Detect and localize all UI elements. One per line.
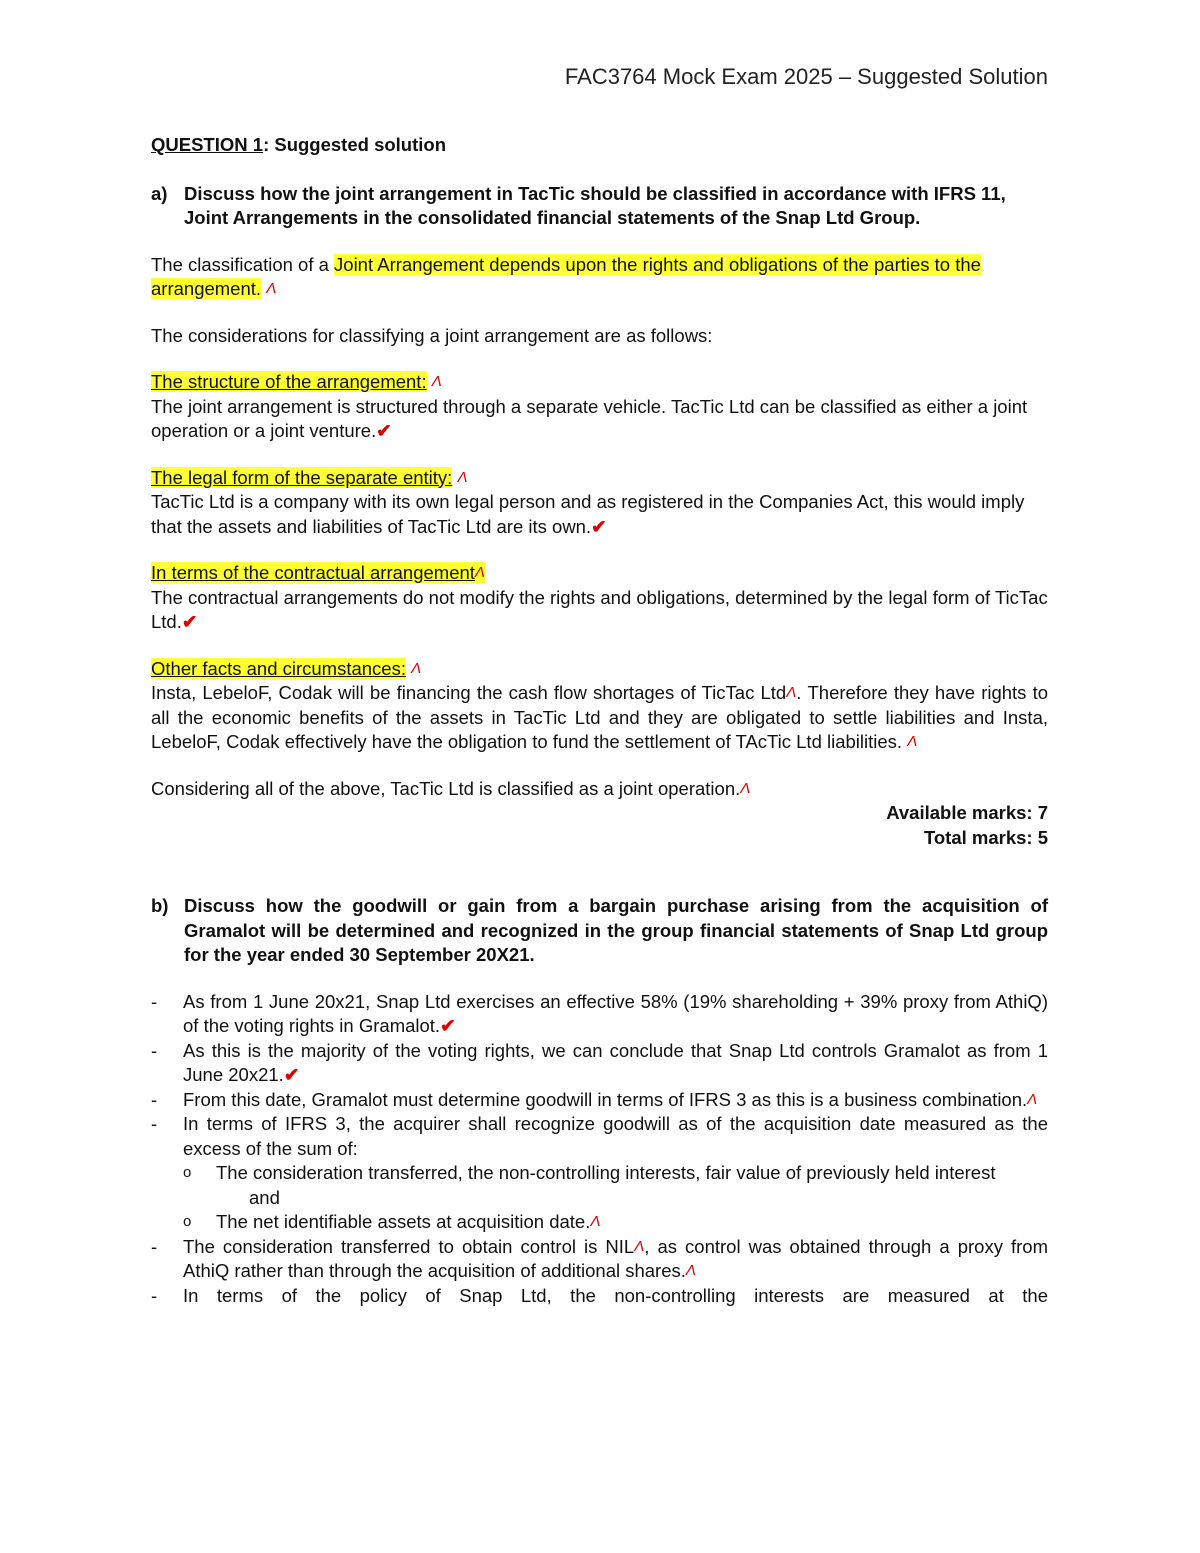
other-facts-text-2: . Therefore they have rights to all the economic benefits of the assets in TacTic Ltd and they are obligated to settle liabilities and Insta, LebeloF, Codak effectively have the obligation to fund the settlement of TAcTic Ltd liabilities. [151, 682, 1048, 752]
part-a-prompt-text: Discuss how the joint arrangement in TacTic should be classified in accordance with IFRS 11, Joint Arrangements in the consolidated financial statements of the Snap Ltd Group. [184, 182, 1006, 228]
part-b-label: b) [151, 895, 169, 916]
list-item [118, 1039, 1048, 1088]
half-mark-icon: Λ [431, 373, 442, 390]
list-item [118, 1284, 1048, 1309]
page-header: FAC3764 Mock Exam 2025 – Suggested Solution [564, 64, 1048, 89]
half-mark-icon: Λ [474, 564, 485, 581]
dash-marker: - [151, 1039, 158, 1061]
sub-bullet-text: The net identifiable assets at acquisition date. [216, 1211, 591, 1232]
tick-mark-icon: ✔ [591, 515, 607, 537]
legal-form-section [151, 466, 1048, 540]
part-b-prompt-text: Discuss how the goodwill or gain from a bargain purchase arising from the acquisition of Gramalot will be determined and recognized in the group financial statements of Snap Ltd group for the year ended 30 September 20X21. [184, 895, 1048, 965]
contract-text: The contractual arrangements do not modify the rights and obligations, determined by the legal form of TicTac Ltd. [151, 586, 1048, 632]
dash-marker: - [151, 1113, 158, 1134]
half-mark-icon: Λ [1027, 1090, 1038, 1108]
sub-bullet-list [183, 1161, 1048, 1235]
list-item [118, 1088, 1048, 1113]
sub-bullet-marker: o [183, 1213, 192, 1230]
part-a-prompt [151, 182, 1048, 231]
bullet-text: In terms of the policy of Snap Ltd, the non-controlling interests are measured at the [183, 1284, 1048, 1306]
question-title-rest: : Suggested solution [263, 134, 447, 155]
bullet-text-cont: , as control was obtained through a proxy from AthiQ rather than through the acquisition of additional shares. [183, 1235, 1048, 1281]
conclusion-paragraph [151, 777, 1048, 802]
structure-heading: The structure of the arrangement: [151, 371, 427, 392]
tick-mark-icon: ✔ [376, 420, 392, 441]
and-text: and [249, 1186, 280, 1208]
dash-marker: - [151, 1235, 158, 1257]
legal-form-text: TacTic Ltd is a company with its own legal person and as registered in the Companies Act, this would imply that the assets and liabilities of TacTic Ltd are its own. [151, 491, 1025, 537]
intro-paragraph [151, 253, 1048, 302]
document-body [151, 133, 1048, 1308]
half-mark-icon: Λ [740, 779, 751, 797]
list-item [118, 990, 1048, 1039]
tick-mark-icon: ✔ [283, 1064, 300, 1085]
conclusion-text: Considering all of the above, TacTic Ltd is classified as a joint operation. [151, 777, 741, 799]
dash-marker: - [151, 990, 158, 1012]
contract-heading: In terms of the contractual arrangement [151, 562, 475, 583]
tick-mark-icon: ✔ [440, 1015, 456, 1036]
part-a-label: a) [151, 182, 168, 204]
intro-pre: The classification of a [151, 253, 335, 275]
bullet-text: From this date, Gramalot must determine goodwill in terms of IFRS 3 as this is a business combination. [183, 1088, 1028, 1110]
intro-highlight: Joint Arrangement depends upon the rights and obligations of the parties to the arrangement. [151, 253, 981, 299]
list-item [118, 1235, 1048, 1284]
dash-marker: - [151, 1284, 158, 1306]
half-mark-icon: Λ [786, 684, 797, 701]
sub-list-item [183, 1210, 1048, 1235]
half-mark-icon: Λ [266, 280, 277, 297]
part-b-bullet-list [118, 990, 1048, 1309]
half-mark-icon: Λ [634, 1237, 645, 1255]
available-marks: Available marks: 7 [886, 802, 1048, 823]
bullet-text: The consideration transferred to obtain control is NIL [183, 1235, 635, 1257]
other-facts-section [151, 657, 1048, 755]
contract-section [151, 561, 1048, 635]
bullet-text: As this is the majority of the voting rights, we can conclude that Snap Ltd controls Gramalot as from 1 June 20x21. [183, 1039, 1048, 1085]
other-facts-text-1: Insta, LebeloF, Codak will be financing the cash flow shortages of TicTac Ltd [151, 682, 787, 703]
half-mark-icon: Λ [685, 1262, 696, 1279]
sub-bullet-marker: o [183, 1164, 192, 1181]
structure-text: The joint arrangement is structured through a separate vehicle. TacTic Ltd can be classified as either a joint operation or a joint venture. [151, 395, 1028, 441]
half-mark-icon: Λ [590, 1213, 601, 1230]
part-b-prompt [151, 894, 1048, 968]
total-marks: Total marks: 5 [923, 826, 1048, 848]
legal-form-heading: The legal form of the separate entity: [151, 466, 453, 488]
half-mark-icon: Λ [411, 659, 422, 677]
structure-section [151, 370, 1048, 444]
half-mark-icon: Λ [457, 468, 468, 486]
other-facts-heading: Other facts and circumstances: [151, 657, 406, 679]
considerations-text: The considerations for classifying a joint arrangement are as follows: [151, 324, 713, 346]
sub-list-item [183, 1161, 1048, 1210]
bullet-text: As from 1 June 20x21, Snap Ltd exercises an effective 58% (19% shareholding + 39% proxy from AthiQ) of the voting rights in Gramalot. [183, 990, 1048, 1036]
tick-mark-icon: ✔ [181, 611, 198, 632]
bullet-text: In terms of IFRS 3, the acquirer shall recognize goodwill as of the acquisition date measured as the excess of the sum of: [183, 1113, 1048, 1159]
question-number: QUESTION 1 [151, 134, 264, 155]
sub-bullet-text: The consideration transferred, the non-controlling interests, fair value of previously held interest [216, 1162, 996, 1183]
dash-marker: - [151, 1088, 158, 1110]
list-item [118, 1112, 1048, 1235]
half-mark-icon: Λ [907, 733, 918, 750]
question-title [151, 133, 1048, 158]
